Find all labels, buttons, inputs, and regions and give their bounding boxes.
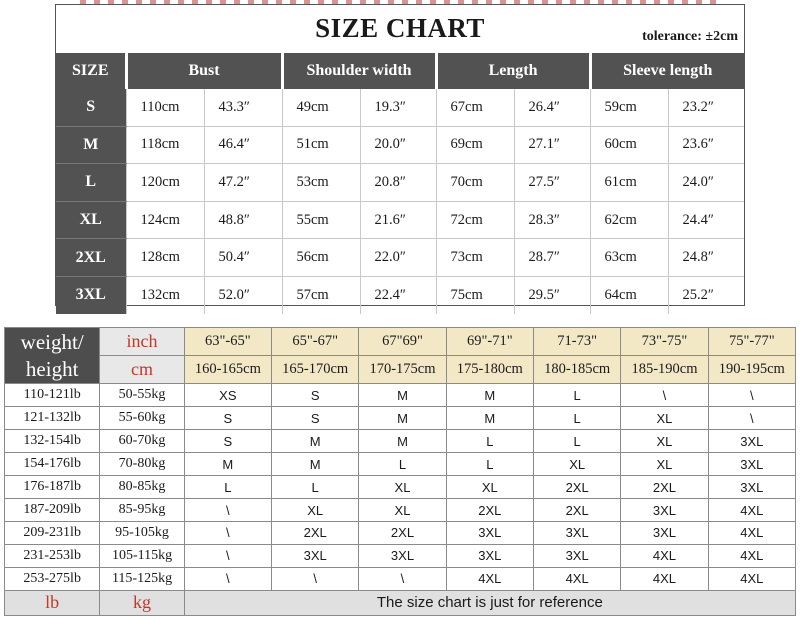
measurement-cell: 61cm: [590, 164, 668, 202]
corner-line-height: height: [25, 356, 79, 381]
recommended-size-cell: 3XL: [446, 522, 533, 545]
cm-header: 165-170cm: [272, 356, 359, 384]
measurement-cell: 20.8″: [360, 164, 436, 202]
recommended-size-cell: \: [184, 522, 271, 545]
recommended-size-cell: 3XL: [621, 499, 708, 522]
inch-header: 65"-67": [272, 328, 359, 356]
measurement-cell: 53cm: [282, 164, 360, 202]
recommended-size-cell: 2XL: [533, 476, 620, 499]
cm-header: 160-165cm: [184, 356, 271, 384]
size-label: S: [56, 89, 126, 126]
recommended-size-cell: 3XL: [446, 544, 533, 567]
size-label: L: [56, 164, 126, 202]
recommended-size-cell: \: [272, 567, 359, 590]
size-row: [56, 89, 744, 126]
weight-kg-cell: 55-60kg: [100, 407, 184, 430]
weight-lb-cell: 231-253lb: [5, 544, 100, 567]
inch-header: 71-73": [533, 328, 620, 356]
tolerance-note: tolerance: ±2cm: [642, 29, 738, 44]
weight-kg-cell: 50-55kg: [100, 384, 184, 407]
recommended-size-cell: \: [708, 384, 795, 407]
weight-lb-cell: 154-176lb: [5, 453, 100, 476]
weight-height-table: [4, 327, 796, 616]
measurement-cell: 28.3″: [514, 201, 590, 239]
weight-kg-cell: 105-115kg: [100, 544, 184, 567]
measurement-cell: 132cm: [126, 276, 204, 313]
cm-header: 190-195cm: [708, 356, 795, 384]
measurement-cell: 128cm: [126, 239, 204, 277]
inch-label: inch: [100, 328, 184, 356]
measurement-cell: 51cm: [282, 126, 360, 164]
recommended-size-cell: L: [272, 476, 359, 499]
recommended-size-cell: S: [272, 384, 359, 407]
recommended-size-cell: L: [184, 476, 271, 499]
measurement-cell: 64cm: [590, 276, 668, 313]
measurement-cell: 43.3″: [204, 89, 282, 126]
measurement-cell: 28.7″: [514, 239, 590, 277]
weight-height-corner: [5, 328, 100, 384]
weight-kg-cell: 60-70kg: [100, 430, 184, 453]
size-chart-header-row: [56, 53, 744, 89]
recommended-size-cell: 4XL: [621, 567, 708, 590]
recommended-size-cell: \: [184, 544, 271, 567]
measurement-cell: 52.0″: [204, 276, 282, 313]
weight-kg-cell: 80-85kg: [100, 476, 184, 499]
measurement-cell: 27.1″: [514, 126, 590, 164]
inch-header: 67"69": [359, 328, 446, 356]
measurement-cell: 48.8″: [204, 201, 282, 239]
recommended-size-cell: \: [708, 407, 795, 430]
recommended-size-cell: 2XL: [533, 499, 620, 522]
weight-row: [5, 567, 796, 590]
measurement-cell: 55cm: [282, 201, 360, 239]
recommended-size-cell: 3XL: [708, 476, 795, 499]
weight-row: [5, 544, 796, 567]
recommended-size-cell: 2XL: [621, 476, 708, 499]
recommended-size-cell: 4XL: [446, 567, 533, 590]
measurement-cell: 118cm: [126, 126, 204, 164]
recommended-size-cell: S: [184, 407, 271, 430]
weight-lb-cell: 176-187lb: [5, 476, 100, 499]
recommended-size-cell: 3XL: [708, 453, 795, 476]
recommended-size-cell: M: [359, 407, 446, 430]
weight-lb-cell: 209-231lb: [5, 522, 100, 545]
measurement-cell: 20.0″: [360, 126, 436, 164]
measurement-cell: 29.5″: [514, 276, 590, 313]
inch-header-row: [5, 328, 796, 356]
recommended-size-cell: XL: [621, 430, 708, 453]
size-row: [56, 164, 744, 202]
recommended-size-cell: \: [359, 567, 446, 590]
measurement-cell: 59cm: [590, 89, 668, 126]
weight-row: [5, 476, 796, 499]
recommended-size-cell: M: [359, 430, 446, 453]
weight-row: [5, 407, 796, 430]
recommended-size-cell: 2XL: [446, 499, 533, 522]
header-bust: Bust: [126, 53, 282, 89]
recommended-size-cell: 4XL: [708, 522, 795, 545]
recommended-size-cell: XL: [359, 476, 446, 499]
cm-header: 185-190cm: [621, 356, 708, 384]
footer-kg-label: kg: [100, 590, 184, 615]
size-chart: [55, 4, 745, 306]
size-row: [56, 126, 744, 164]
recommended-size-cell: L: [533, 384, 620, 407]
weight-kg-cell: 95-105kg: [100, 522, 184, 545]
inch-header: 75"-77": [708, 328, 795, 356]
measurement-cell: 23.6″: [668, 126, 744, 164]
measurement-cell: 49cm: [282, 89, 360, 126]
size-row: [56, 239, 744, 277]
weight-lb-cell: 187-209lb: [5, 499, 100, 522]
recommended-size-cell: S: [272, 407, 359, 430]
recommended-size-cell: 2XL: [272, 522, 359, 545]
recommended-size-cell: L: [533, 407, 620, 430]
inch-header: 69"-71": [446, 328, 533, 356]
recommended-size-cell: M: [446, 407, 533, 430]
recommended-size-cell: XL: [621, 407, 708, 430]
size-label: M: [56, 126, 126, 164]
cm-header: 180-185cm: [533, 356, 620, 384]
size-label: 3XL: [56, 276, 126, 313]
weight-lb-cell: 121-132lb: [5, 407, 100, 430]
measurement-cell: 62cm: [590, 201, 668, 239]
recommended-size-cell: \: [184, 499, 271, 522]
weight-kg-cell: 85-95kg: [100, 499, 184, 522]
recommended-size-cell: 3XL: [272, 544, 359, 567]
recommended-size-cell: XL: [446, 476, 533, 499]
size-label: XL: [56, 201, 126, 239]
measurement-cell: 24.8″: [668, 239, 744, 277]
recommended-size-cell: M: [272, 453, 359, 476]
cm-header: 170-175cm: [359, 356, 446, 384]
recommended-size-cell: 3XL: [533, 522, 620, 545]
recommended-size-cell: 4XL: [708, 499, 795, 522]
measurement-cell: 57cm: [282, 276, 360, 313]
measurement-cell: 73cm: [436, 239, 514, 277]
measurement-cell: 19.3″: [360, 89, 436, 126]
recommended-size-cell: XL: [359, 499, 446, 522]
weight-row: [5, 499, 796, 522]
cm-header: 175-180cm: [446, 356, 533, 384]
measurement-cell: 120cm: [126, 164, 204, 202]
size-row: [56, 201, 744, 239]
size-chart-table: [56, 53, 744, 314]
footer-row: [5, 590, 796, 615]
recommended-size-cell: 4XL: [621, 544, 708, 567]
recommended-size-cell: 3XL: [708, 430, 795, 453]
measurement-cell: 72cm: [436, 201, 514, 239]
recommended-size-cell: XS: [184, 384, 271, 407]
recommended-size-cell: \: [621, 384, 708, 407]
recommended-size-cell: 3XL: [533, 544, 620, 567]
recommended-size-cell: M: [272, 430, 359, 453]
recommended-size-cell: XL: [533, 453, 620, 476]
cm-header-row: [5, 356, 796, 384]
measurement-cell: 50.4″: [204, 239, 282, 277]
recommended-size-cell: 2XL: [359, 522, 446, 545]
recommended-size-cell: \: [184, 567, 271, 590]
weight-row: [5, 384, 796, 407]
weight-row: [5, 453, 796, 476]
weight-kg-cell: 115-125kg: [100, 567, 184, 590]
recommended-size-cell: 4XL: [708, 544, 795, 567]
recommended-size-cell: L: [533, 430, 620, 453]
header-length: Length: [436, 53, 590, 89]
recommended-size-cell: S: [184, 430, 271, 453]
measurement-cell: 47.2″: [204, 164, 282, 202]
header-sleeve-length: Sleeve length: [590, 53, 744, 89]
recommended-size-cell: 3XL: [359, 544, 446, 567]
measurement-cell: 23.2″: [668, 89, 744, 126]
weight-lb-cell: 132-154lb: [5, 430, 100, 453]
recommended-size-cell: XL: [272, 499, 359, 522]
measurement-cell: 22.0″: [360, 239, 436, 277]
size-chart-title: SIZE CHART: [315, 13, 485, 43]
weight-lb-cell: 253-275lb: [5, 567, 100, 590]
measurement-cell: 46.4″: [204, 126, 282, 164]
cm-label: cm: [100, 356, 184, 384]
reference-note: The size chart is just for reference: [184, 590, 795, 615]
recommended-size-cell: L: [446, 453, 533, 476]
measurement-cell: 63cm: [590, 239, 668, 277]
measurement-cell: 124cm: [126, 201, 204, 239]
measurement-cell: 24.0″: [668, 164, 744, 202]
recommended-size-cell: 4XL: [533, 567, 620, 590]
measurement-cell: 60cm: [590, 126, 668, 164]
header-size: SIZE: [56, 53, 126, 89]
measurement-cell: 75cm: [436, 276, 514, 313]
weight-kg-cell: 70-80kg: [100, 453, 184, 476]
measurement-cell: 67cm: [436, 89, 514, 126]
weight-lb-cell: 110-121lb: [5, 384, 100, 407]
measurement-cell: 70cm: [436, 164, 514, 202]
weight-row: [5, 522, 796, 545]
measurement-cell: 22.4″: [360, 276, 436, 313]
recommended-size-cell: M: [184, 453, 271, 476]
recommended-size-cell: M: [446, 384, 533, 407]
measurement-cell: 25.2″: [682, 286, 714, 303]
corner-line-weight: weight/: [20, 329, 84, 354]
weight-row: [5, 430, 796, 453]
footer-lb-label: lb: [5, 590, 100, 615]
size-row: [56, 276, 744, 313]
measurement-cell: 24.4″: [668, 201, 744, 239]
measurement-cell: 21.6″: [360, 201, 436, 239]
recommended-size-cell: 3XL: [621, 522, 708, 545]
measurement-cell: 110cm: [126, 89, 204, 126]
size-label: 2XL: [56, 239, 126, 277]
measurement-cell: 69cm: [436, 126, 514, 164]
measurement-cell: 56cm: [282, 239, 360, 277]
measurement-cell: 26.4″: [514, 89, 590, 126]
inch-header: 73"-75": [621, 328, 708, 356]
recommended-size-cell: XL: [621, 453, 708, 476]
recommended-size-cell: 4XL: [708, 567, 795, 590]
recommended-size-cell: M: [359, 384, 446, 407]
recommended-size-cell: L: [359, 453, 446, 476]
header-shoulder-width: Shoulder width: [282, 53, 436, 89]
measurement-cell: 27.5″: [514, 164, 590, 202]
recommended-size-cell: L: [446, 430, 533, 453]
inch-header: 63"-65": [184, 328, 271, 356]
